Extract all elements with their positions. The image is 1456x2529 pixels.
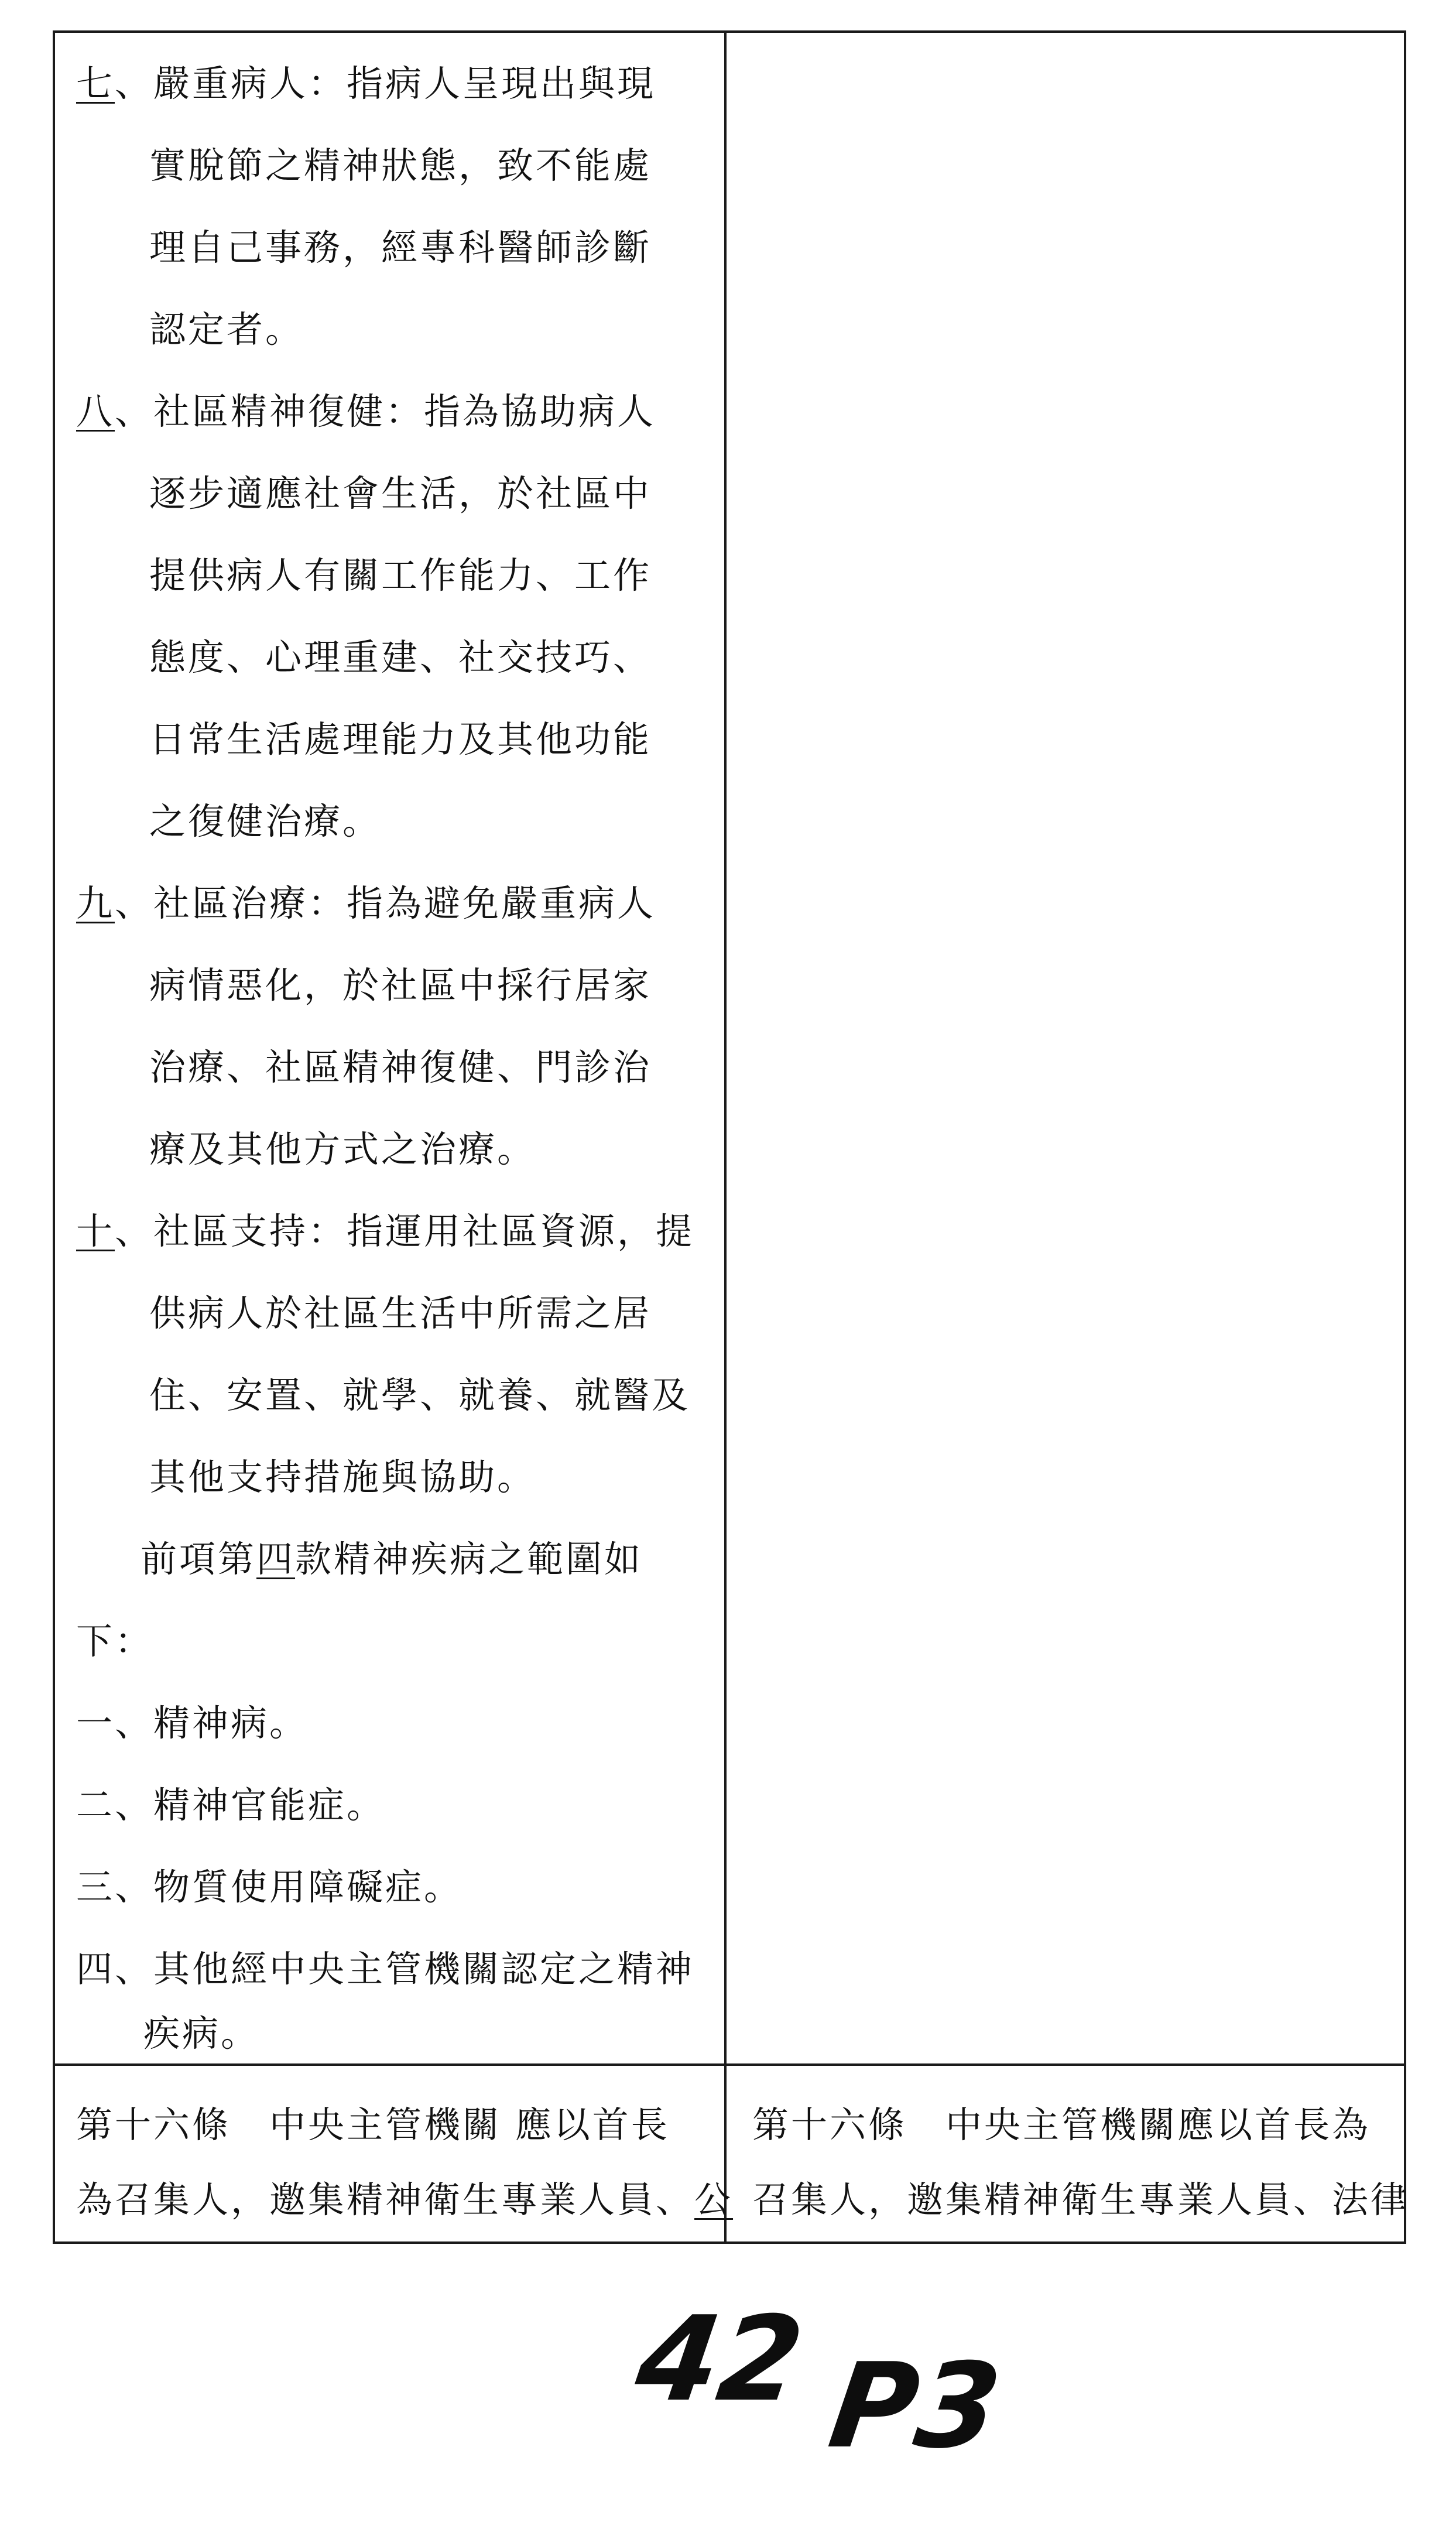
item-8-line-5: 日常生活處理能力及其他功能 (149, 718, 652, 761)
list-item-1: 一、精神病。 (76, 1702, 309, 1744)
item-8-line-6: 之復健治療。 (149, 800, 382, 843)
item-9-line-3: 治療、社區精神復健、門診治 (149, 1046, 652, 1089)
item-10-line-1: 十、社區支持：指運用社區資源，提 (76, 1210, 695, 1252)
article-16-left-underlined-char: 公 (694, 2178, 734, 2221)
list-item-2: 二、精神官能症。 (76, 1784, 386, 1826)
item-9-line-2: 病情惡化，於社區中採行居家 (149, 964, 652, 1007)
list-item-4: 四、其他經中央主管機關認定之精神 (76, 1948, 695, 1990)
item-10-line-2: 供病人於社區生活中所需之居 (149, 1292, 652, 1334)
item-8-line-3: 提供病人有關工作能力、工作 (149, 554, 652, 597)
handwritten-number-42: 42 (628, 2291, 811, 2428)
item-9-line-1: 九、社區治療：指為避免嚴重病人 (76, 882, 656, 925)
item-9-number: 九 (76, 882, 115, 925)
item-7-line-3: 理自己事務，經專科醫師診斷 (149, 226, 652, 269)
article-16-right-line-1: 第十六條 中央主管機關應以首長為 (752, 2103, 1371, 2146)
item-8-line-4: 態度、心理重建、社交技巧、 (149, 636, 652, 679)
article-16-left-line-2: 為召集人，邀集精神衛生專業人員、公 (76, 2178, 734, 2221)
list-item-3: 三、物質使用障礙症。 (76, 1866, 463, 1908)
item-7-number: 七 (76, 62, 115, 105)
article-16-left-line-1: 第十六條 中央主管機關 應以首長 (76, 2103, 670, 2146)
item-10-line-4: 其他支持措施與協助。 (149, 1456, 536, 1498)
item-9-line-4: 療及其他方式之治療。 (149, 1128, 536, 1171)
column-divider (724, 30, 727, 2244)
item-7-line-1: 七、嚴重病人：指病人呈現出與現 (76, 62, 656, 105)
paragraph-underlined-number: 四 (256, 1538, 296, 1580)
item-10-line-3: 住、安置、就學、就養、就醫及 (149, 1374, 691, 1416)
item-8-line-2: 逐步適應社會生活，於社區中 (149, 472, 652, 515)
item-7-line-4: 認定者。 (149, 308, 304, 351)
paragraph-line-2: 下： (76, 1620, 154, 1662)
row-divider (53, 2063, 1406, 2066)
item-8-line-1: 八、社區精神復健：指為協助病人 (76, 390, 656, 433)
article-16-right-line-2: 召集人，邀集精神衛生專業人員、法律 (752, 2178, 1410, 2221)
item-10-number: 十 (76, 1210, 115, 1252)
handwritten-page-p3: P3 (821, 2338, 1009, 2475)
item-8-number: 八 (76, 390, 115, 433)
item-7-line-2: 實脫節之精神狀態，致不能處 (149, 144, 652, 187)
paragraph-line-1: 前項第四款精神疾病之範圍如 (141, 1538, 643, 1580)
list-item-4-continued: 疾病。 (143, 2012, 260, 2055)
